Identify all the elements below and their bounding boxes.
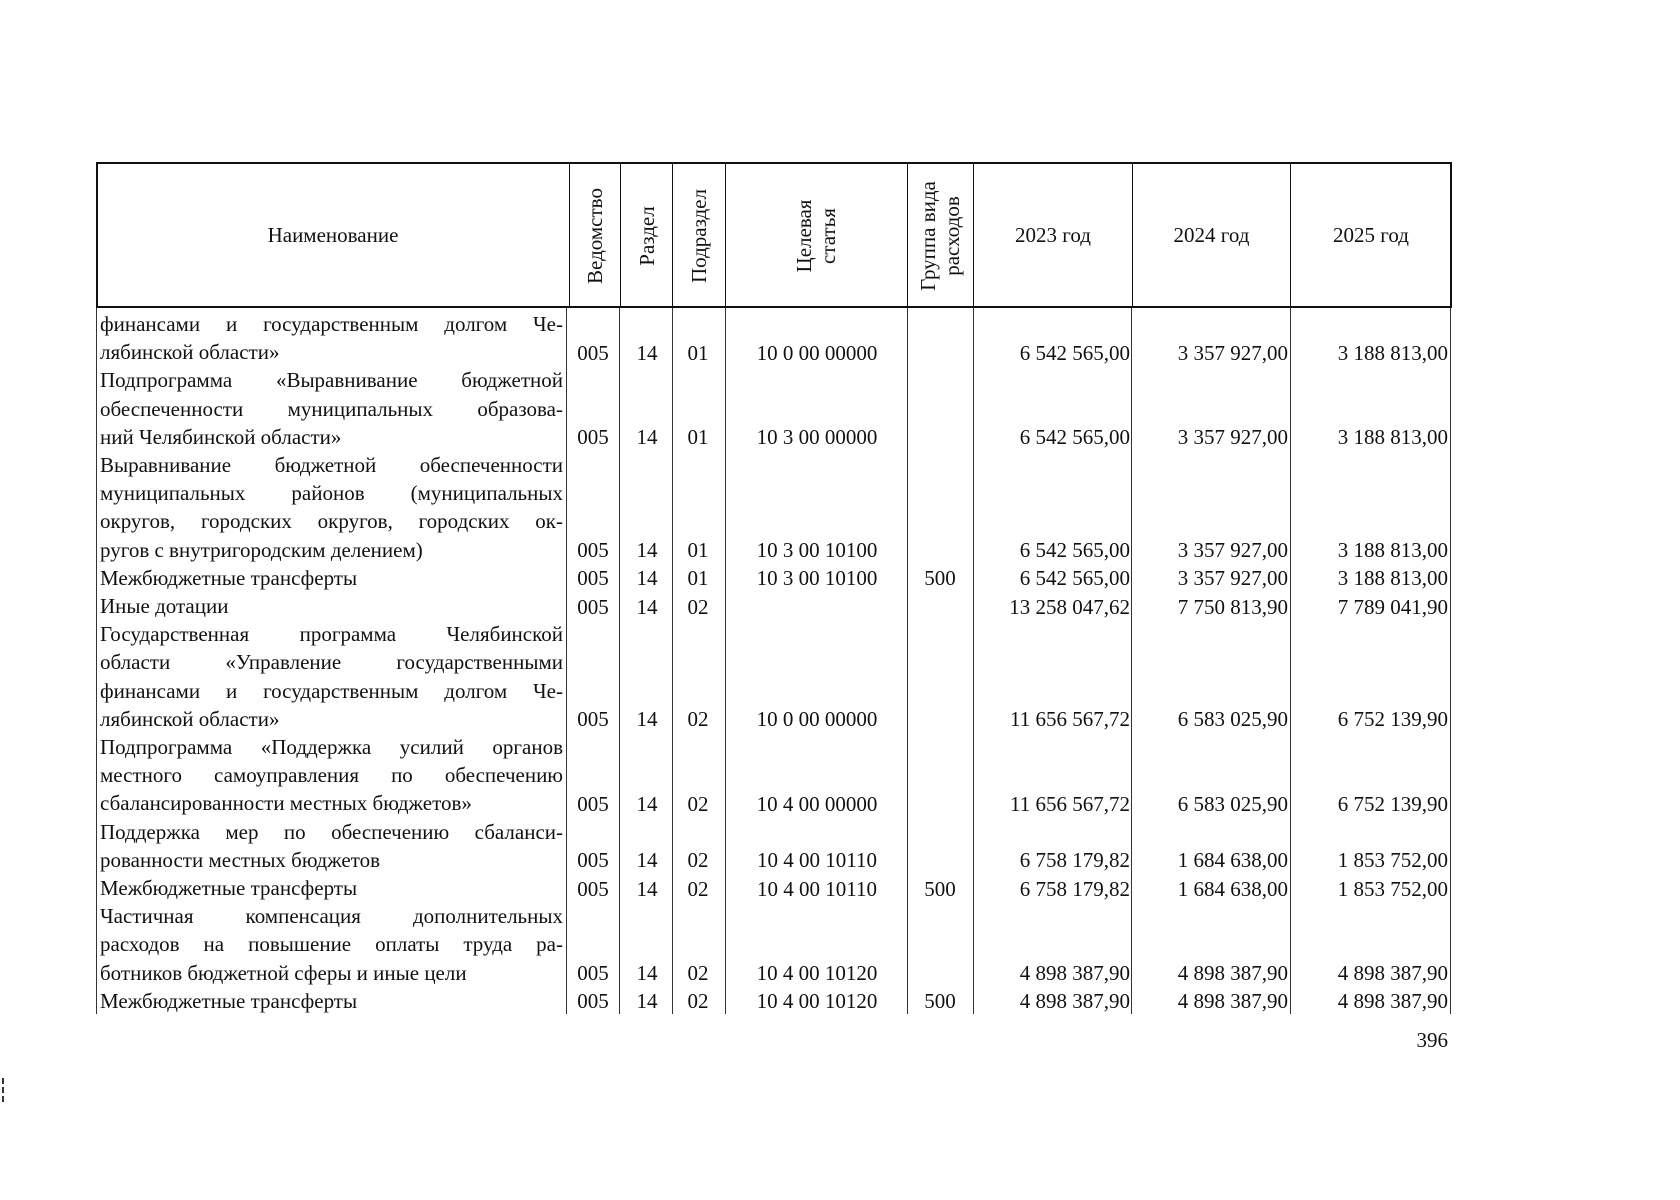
body-divider <box>1450 308 1451 1014</box>
row-razdel: 14 <box>636 594 658 619</box>
row-name <box>100 987 563 1015</box>
row-celevaya-statya: 10 3 00 10100 <box>756 566 878 591</box>
row-amount-2024: 3 357 927,00 <box>1177 538 1288 563</box>
row-amount-2024: 3 357 927,00 <box>1177 566 1288 591</box>
row-amount-2025: 7 789 041,90 <box>1337 594 1448 619</box>
row-podrazdel: 01 <box>687 425 709 450</box>
row-name-line: рованности местных бюджетов <box>100 847 381 872</box>
row-vedomstvo: 005 <box>577 791 609 816</box>
scan-artifact <box>2 1078 6 1102</box>
row-razdel: 14 <box>636 848 658 873</box>
body-divider <box>566 308 567 1014</box>
row-amount-2025: 3 188 813,00 <box>1337 340 1448 365</box>
row-podrazdel: 02 <box>687 876 709 901</box>
header-celevaya-line2: статья <box>816 208 840 264</box>
row-amount-2024: 3 357 927,00 <box>1177 340 1288 365</box>
row-name-line: Государственная программа Челябинской <box>100 622 563 647</box>
row-name-line: ний Челябинской области» <box>100 424 342 449</box>
row-podrazdel: 01 <box>687 340 709 365</box>
row-razdel: 14 <box>636 566 658 591</box>
header-name: Наименование <box>267 223 399 247</box>
row-name-line: ботников бюджетной сферы и иные цели <box>100 960 467 985</box>
row-podrazdel: 02 <box>687 989 709 1014</box>
row-name <box>100 818 563 874</box>
row-amount-2023: 6 542 565,00 <box>1019 425 1130 450</box>
row-amount-2023: 11 656 567,72 <box>1010 791 1130 816</box>
row-amount-2024: 6 583 025,90 <box>1177 707 1288 732</box>
row-podrazdel: 01 <box>687 538 709 563</box>
row-celevaya-statya: 10 0 00 00000 <box>756 707 878 732</box>
row-name <box>100 902 563 987</box>
row-amount-2024: 7 750 813,90 <box>1177 594 1288 619</box>
header-year-2025: 2025 год <box>1333 223 1409 247</box>
row-name-line: лябинской области» <box>100 706 280 731</box>
row-amount-2023: 6 758 179,82 <box>1019 848 1130 873</box>
body-divider <box>907 308 908 1014</box>
row-gruppa-vida-rashodov: 500 <box>924 876 956 901</box>
row-razdel: 14 <box>636 989 658 1014</box>
row-amount-2023: 4 898 387,90 <box>1019 989 1130 1014</box>
row-razdel: 14 <box>636 876 658 901</box>
header-divider <box>1290 162 1291 308</box>
row-celevaya-statya: 10 4 00 10110 <box>757 876 877 901</box>
body-divider <box>725 308 726 1014</box>
row-podrazdel: 02 <box>687 707 709 732</box>
header-divider <box>907 162 908 308</box>
body-divider <box>619 308 620 1014</box>
row-amount-2024: 1 684 638,00 <box>1177 876 1288 901</box>
row-name-line: Подпрограмма «Поддержка усилий органов <box>100 735 563 759</box>
row-amount-2025: 1 853 752,00 <box>1337 848 1448 873</box>
row-razdel: 14 <box>636 791 658 816</box>
row-name-line: области «Управление государственными <box>100 650 563 675</box>
row-vedomstvo: 005 <box>577 340 609 365</box>
row-name-line: обеспеченности муниципальных образова- <box>100 396 563 421</box>
header-divider <box>672 162 673 308</box>
row-amount-2024: 4 898 387,90 <box>1177 989 1288 1014</box>
row-name <box>100 592 563 620</box>
row-celevaya-statya: 10 0 00 00000 <box>756 340 878 365</box>
row-name-line: местного самоуправления по обеспечению <box>100 763 563 788</box>
row-razdel: 14 <box>636 425 658 450</box>
row-amount-2023: 6 542 565,00 <box>1019 538 1130 563</box>
header-vedomstvo: Ведомство <box>583 188 607 284</box>
row-name <box>100 564 563 592</box>
row-amount-2025: 3 188 813,00 <box>1337 566 1448 591</box>
header-podrazdel: Подраздел <box>687 189 711 283</box>
row-name <box>100 874 563 902</box>
row-name-line: Межбюджетные трансферты <box>100 876 358 900</box>
row-gruppa-vida-rashodov: 500 <box>924 989 956 1014</box>
header-gruppa-vida-rashodov <box>916 181 964 291</box>
row-amount-2023: 6 758 179,82 <box>1019 876 1130 901</box>
row-name-line: расходов на повышение оплаты труда ра- <box>100 932 563 957</box>
row-name-line: Межбюджетные трансферты <box>100 988 358 1013</box>
row-name-line: Выравнивание бюджетной обеспеченности <box>100 453 563 477</box>
row-amount-2023: 6 542 565,00 <box>1019 566 1130 591</box>
row-amount-2025: 6 752 139,90 <box>1337 791 1448 816</box>
row-podrazdel: 02 <box>687 594 709 619</box>
header-divider <box>725 162 726 308</box>
body-divider <box>1131 308 1132 1014</box>
row-amount-2023: 6 542 565,00 <box>1019 340 1130 365</box>
header-celevaya-statya <box>792 200 840 273</box>
row-name-line: округов, городских округов, городских ок- <box>100 509 563 534</box>
row-celevaya-statya: 10 4 00 10120 <box>756 989 878 1014</box>
body-divider <box>672 308 673 1014</box>
row-razdel: 14 <box>636 340 658 365</box>
header-divider <box>569 162 570 308</box>
row-vedomstvo: 005 <box>577 848 609 873</box>
row-celevaya-statya: 10 4 00 10120 <box>756 961 878 986</box>
header-celevaya-line1: Целевая <box>792 199 816 273</box>
row-celevaya-statya: 10 4 00 10110 <box>757 848 877 873</box>
body-divider <box>96 308 97 1014</box>
row-name-line: муниципальных районов (муниципальных <box>100 481 563 506</box>
row-podrazdel: 02 <box>687 961 709 986</box>
row-name <box>100 310 563 366</box>
row-amount-2024: 1 684 638,00 <box>1177 848 1288 873</box>
row-name-line: Межбюджетные трансферты <box>100 565 358 590</box>
row-name-line: сбалансированности местных бюджетов» <box>100 791 472 816</box>
row-name <box>100 451 563 564</box>
row-name-line: финансами и государственным долгом Че- <box>100 312 563 336</box>
header-year-2024: 2024 год <box>1173 223 1250 247</box>
header-divider <box>620 162 621 308</box>
row-amount-2025: 4 898 387,90 <box>1337 961 1448 986</box>
row-amount-2025: 3 188 813,00 <box>1337 425 1448 450</box>
row-amount-2025: 1 853 752,00 <box>1337 876 1448 901</box>
row-amount-2025: 3 188 813,00 <box>1337 538 1448 563</box>
row-amount-2023: 11 656 567,72 <box>1010 707 1130 732</box>
row-name-line: Частичная компенсация дополнительных <box>100 904 563 929</box>
row-name-line: финансами и государственным долгом Че- <box>100 678 563 703</box>
row-razdel: 14 <box>636 538 658 563</box>
header-year-2023: 2023 год <box>1015 223 1091 247</box>
row-celevaya-statya: 10 4 00 00000 <box>756 791 878 816</box>
header-razdel: Раздел <box>635 206 659 266</box>
row-amount-2025: 6 752 139,90 <box>1337 707 1448 732</box>
row-vedomstvo: 005 <box>577 566 609 591</box>
row-razdel: 14 <box>636 961 658 986</box>
row-amount-2023: 4 898 387,90 <box>1019 961 1130 986</box>
row-podrazdel: 02 <box>687 848 709 873</box>
page-number: 396 <box>1416 1028 1448 1052</box>
row-vedomstvo: 005 <box>577 594 609 619</box>
row-podrazdel: 02 <box>687 791 709 816</box>
row-vedomstvo: 005 <box>577 538 609 563</box>
row-name <box>100 620 563 733</box>
row-name <box>100 733 563 818</box>
row-vedomstvo: 005 <box>577 989 609 1014</box>
row-amount-2025: 4 898 387,90 <box>1337 989 1448 1014</box>
row-name-line: Поддержка мер по обеспечению сбаланси- <box>100 819 563 844</box>
row-vedomstvo: 005 <box>577 707 609 732</box>
row-gruppa-vida-rashodov: 500 <box>924 566 956 591</box>
header-gruppa-line1: Группа вида <box>916 181 940 291</box>
row-celevaya-statya: 10 3 00 00000 <box>756 425 878 450</box>
row-name-line: лябинской области» <box>100 340 280 365</box>
row-vedomstvo: 005 <box>577 876 609 901</box>
row-vedomstvo: 005 <box>577 961 609 986</box>
body-divider <box>1290 308 1291 1014</box>
row-amount-2024: 6 583 025,90 <box>1177 791 1288 816</box>
row-amount-2023: 13 258 047,62 <box>1009 594 1130 619</box>
header-divider <box>973 162 974 308</box>
row-name-line: ругов с внутригородским делением) <box>100 537 423 562</box>
row-name-line: Иные дотации <box>100 594 229 618</box>
row-name <box>100 366 563 451</box>
header-gruppa-line2: расходов <box>940 196 964 276</box>
row-vedomstvo: 005 <box>577 425 609 450</box>
row-razdel: 14 <box>636 707 658 732</box>
header-divider <box>1132 162 1133 308</box>
row-name-line: Подпрограмма «Выравнивание бюджетной <box>100 368 563 393</box>
row-amount-2024: 3 357 927,00 <box>1177 425 1288 450</box>
row-amount-2024: 4 898 387,90 <box>1177 961 1288 986</box>
row-celevaya-statya: 10 3 00 10100 <box>756 538 878 563</box>
body-divider <box>973 308 974 1014</box>
row-podrazdel: 01 <box>687 566 709 591</box>
